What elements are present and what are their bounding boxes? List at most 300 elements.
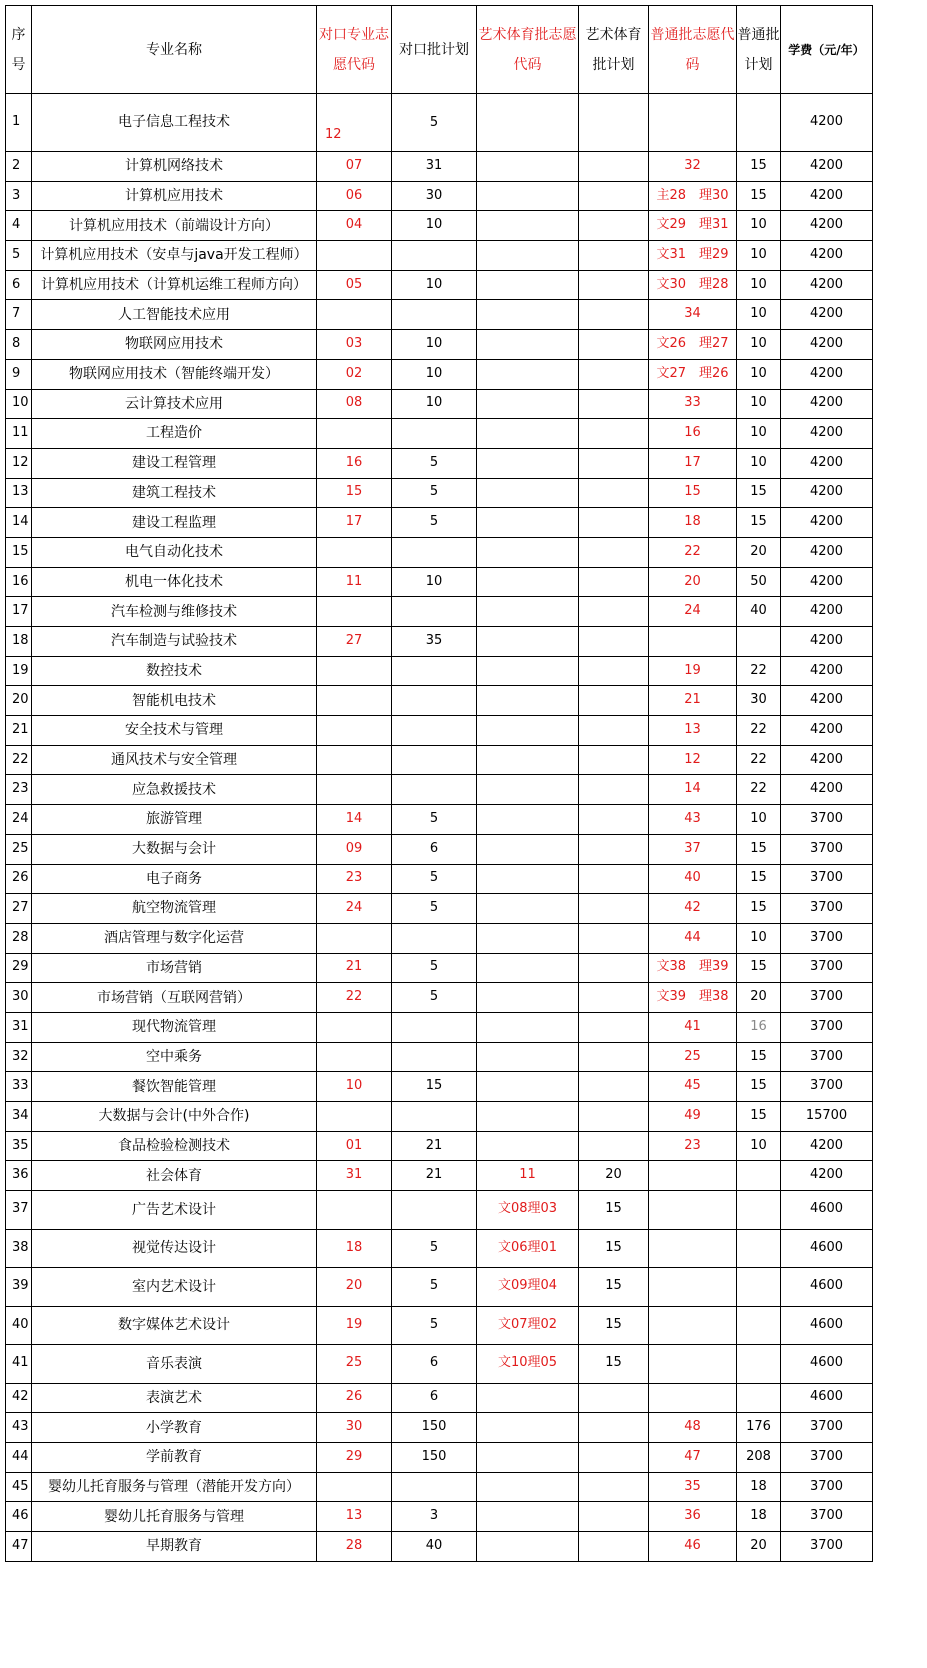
cell-pt-plan: 10 <box>737 448 781 478</box>
cell-art-code <box>477 389 579 419</box>
cell-dk-plan: 5 <box>392 805 477 835</box>
cell-art-plan <box>579 152 649 182</box>
cell-no: 37 <box>6 1191 32 1230</box>
cell-fee: 4200 <box>781 686 873 716</box>
cell-dk-code <box>317 775 392 805</box>
cell-pt-plan: 15 <box>737 152 781 182</box>
cell-pt-plan: 20 <box>737 983 781 1013</box>
cell-pt-code: 46 <box>649 1532 737 1562</box>
cell-pt-plan: 10 <box>737 805 781 835</box>
table-row <box>6 181 873 211</box>
cell-pt-plan: 15 <box>737 953 781 983</box>
cell-dk-code: 27 <box>317 627 392 657</box>
cell-dk-plan: 5 <box>392 983 477 1013</box>
cell-no: 8 <box>6 330 32 360</box>
cell-art-code <box>477 983 579 1013</box>
cell-art-code <box>477 1102 579 1132</box>
cell-fee: 4200 <box>781 1161 873 1191</box>
cell-fee: 3700 <box>781 1442 873 1472</box>
enrollment-table <box>5 5 873 1562</box>
cell-name: 汽车检测与维修技术 <box>32 597 317 627</box>
cell-pt-plan: 40 <box>737 597 781 627</box>
cell-dk-code <box>317 745 392 775</box>
cell-art-code <box>477 1472 579 1502</box>
cell-fee: 4200 <box>781 508 873 538</box>
cell-dk-code <box>317 656 392 686</box>
table-row <box>6 656 873 686</box>
cell-dk-plan <box>392 923 477 953</box>
cell-art-plan <box>579 656 649 686</box>
cell-dk-plan: 6 <box>392 834 477 864</box>
cell-pt-code: 34 <box>649 300 737 330</box>
cell-art-plan <box>579 300 649 330</box>
cell-name: 计算机应用技术（前端设计方向） <box>32 211 317 241</box>
cell-art-plan <box>579 597 649 627</box>
cell-pt-code <box>649 1191 737 1230</box>
cell-name: 现代物流管理 <box>32 1012 317 1042</box>
table-row <box>6 1161 873 1191</box>
cell-art-plan <box>579 419 649 449</box>
cell-dk-plan: 150 <box>392 1442 477 1472</box>
cell-no: 16 <box>6 567 32 597</box>
cell-pt-plan <box>737 1161 781 1191</box>
cell-pt-code: 文38 理39 <box>649 953 737 983</box>
cell-art-plan: 20 <box>579 1161 649 1191</box>
cell-art-code <box>477 94 579 152</box>
cell-art-plan <box>579 567 649 597</box>
cell-pt-code: 19 <box>649 656 737 686</box>
cell-dk-code <box>317 537 392 567</box>
cell-dk-plan: 6 <box>392 1383 477 1413</box>
cell-pt-code <box>649 1229 737 1268</box>
table-row <box>6 1502 873 1532</box>
cell-dk-code <box>317 1042 392 1072</box>
cell-art-code <box>477 1131 579 1161</box>
cell-no: 24 <box>6 805 32 835</box>
cell-art-code <box>477 627 579 657</box>
cell-art-code <box>477 537 579 567</box>
cell-art-code <box>477 508 579 538</box>
cell-art-code: 文06理01 <box>477 1229 579 1268</box>
cell-art-plan <box>579 94 649 152</box>
cell-name: 电子商务 <box>32 864 317 894</box>
cell-name: 数控技术 <box>32 656 317 686</box>
cell-pt-plan: 16 <box>737 1012 781 1042</box>
cell-pt-plan: 15 <box>737 1072 781 1102</box>
cell-art-plan <box>579 211 649 241</box>
cell-no: 31 <box>6 1012 32 1042</box>
cell-pt-code: 23 <box>649 1131 737 1161</box>
cell-no: 13 <box>6 478 32 508</box>
cell-fee: 4200 <box>781 270 873 300</box>
header-putong-plan: 普通批计划 <box>737 6 781 94</box>
cell-pt-code: 20 <box>649 567 737 597</box>
cell-art-code <box>477 805 579 835</box>
table-row <box>6 1413 873 1443</box>
cell-pt-code <box>649 1383 737 1413</box>
cell-no: 7 <box>6 300 32 330</box>
cell-fee: 3700 <box>781 923 873 953</box>
cell-pt-code: 45 <box>649 1072 737 1102</box>
cell-no: 22 <box>6 745 32 775</box>
cell-name: 工程造价 <box>32 419 317 449</box>
cell-name: 婴幼儿托育服务与管理（潜能开发方向） <box>32 1472 317 1502</box>
cell-art-code <box>477 656 579 686</box>
cell-pt-code <box>649 1306 737 1345</box>
cell-dk-plan <box>392 537 477 567</box>
cell-no: 27 <box>6 894 32 924</box>
cell-dk-plan: 5 <box>392 894 477 924</box>
table-row <box>6 389 873 419</box>
table-row <box>6 627 873 657</box>
cell-dk-code <box>317 686 392 716</box>
cell-pt-plan: 20 <box>737 537 781 567</box>
cell-dk-code: 03 <box>317 330 392 360</box>
cell-pt-code: 15 <box>649 478 737 508</box>
cell-pt-code: 35 <box>649 1472 737 1502</box>
cell-art-code <box>477 330 579 360</box>
table-row <box>6 805 873 835</box>
cell-no: 44 <box>6 1442 32 1472</box>
cell-pt-code: 48 <box>649 1413 737 1443</box>
cell-dk-plan: 150 <box>392 1413 477 1443</box>
cell-name: 建设工程监理 <box>32 508 317 538</box>
table-body <box>6 94 873 1562</box>
cell-dk-plan <box>392 300 477 330</box>
cell-fee: 4200 <box>781 627 873 657</box>
cell-pt-plan <box>737 1345 781 1384</box>
cell-no: 32 <box>6 1042 32 1072</box>
cell-pt-code: 17 <box>649 448 737 478</box>
cell-dk-plan <box>392 1472 477 1502</box>
table-row <box>6 1383 873 1413</box>
cell-dk-code: 09 <box>317 834 392 864</box>
cell-pt-plan: 176 <box>737 1413 781 1443</box>
table-row <box>6 508 873 538</box>
cell-pt-plan <box>737 627 781 657</box>
cell-pt-code: 18 <box>649 508 737 538</box>
cell-art-plan <box>579 1413 649 1443</box>
cell-fee: 4200 <box>781 94 873 152</box>
cell-name: 婴幼儿托育服务与管理 <box>32 1502 317 1532</box>
cell-fee: 3700 <box>781 894 873 924</box>
cell-art-plan: 15 <box>579 1229 649 1268</box>
cell-no: 39 <box>6 1268 32 1307</box>
cell-no: 28 <box>6 923 32 953</box>
cell-pt-code: 40 <box>649 864 737 894</box>
cell-pt-code: 12 <box>649 745 737 775</box>
cell-dk-plan <box>392 656 477 686</box>
cell-pt-code <box>649 94 737 152</box>
cell-art-code <box>477 478 579 508</box>
cell-art-plan <box>579 745 649 775</box>
cell-art-code <box>477 864 579 894</box>
cell-art-code: 文09理04 <box>477 1268 579 1307</box>
table-row <box>6 1042 873 1072</box>
cell-name: 酒店管理与数字化运营 <box>32 923 317 953</box>
cell-art-code <box>477 1442 579 1472</box>
cell-dk-plan: 10 <box>392 567 477 597</box>
cell-name: 应急救援技术 <box>32 775 317 805</box>
cell-art-code <box>477 1383 579 1413</box>
cell-art-code <box>477 894 579 924</box>
cell-art-plan <box>579 983 649 1013</box>
cell-no: 14 <box>6 508 32 538</box>
cell-dk-plan: 5 <box>392 1306 477 1345</box>
cell-no: 33 <box>6 1072 32 1102</box>
cell-pt-plan <box>737 1306 781 1345</box>
cell-art-plan <box>579 923 649 953</box>
cell-art-plan <box>579 1502 649 1532</box>
cell-dk-code <box>317 419 392 449</box>
table-row <box>6 448 873 478</box>
cell-dk-code: 22 <box>317 983 392 1013</box>
cell-dk-code <box>317 1191 392 1230</box>
table-row <box>6 419 873 449</box>
cell-no: 25 <box>6 834 32 864</box>
cell-dk-code: 23 <box>317 864 392 894</box>
table-row <box>6 537 873 567</box>
cell-fee: 4200 <box>781 656 873 686</box>
cell-pt-plan: 10 <box>737 211 781 241</box>
cell-dk-code <box>317 1012 392 1042</box>
cell-dk-plan: 10 <box>392 270 477 300</box>
cell-fee: 4200 <box>781 419 873 449</box>
cell-art-code <box>477 211 579 241</box>
table-row <box>6 953 873 983</box>
cell-name: 人工智能技术应用 <box>32 300 317 330</box>
cell-name: 旅游管理 <box>32 805 317 835</box>
cell-dk-code: 11 <box>317 567 392 597</box>
cell-name: 社会体育 <box>32 1161 317 1191</box>
cell-fee: 4200 <box>781 478 873 508</box>
cell-pt-plan: 22 <box>737 656 781 686</box>
cell-pt-plan: 22 <box>737 775 781 805</box>
cell-art-plan <box>579 805 649 835</box>
table-row <box>6 241 873 271</box>
cell-fee: 3700 <box>781 953 873 983</box>
cell-dk-code: 28 <box>317 1532 392 1562</box>
table-row <box>6 686 873 716</box>
cell-dk-code <box>317 923 392 953</box>
cell-pt-code <box>649 1268 737 1307</box>
cell-art-plan <box>579 359 649 389</box>
cell-dk-plan: 5 <box>392 953 477 983</box>
cell-dk-code: 13 <box>317 1502 392 1532</box>
cell-pt-plan: 10 <box>737 359 781 389</box>
cell-dk-code: 20 <box>317 1268 392 1307</box>
cell-fee: 4200 <box>781 330 873 360</box>
header-putong-code: 普通批志愿代码 <box>649 6 737 94</box>
cell-dk-plan <box>392 716 477 746</box>
header-art-code: 艺术体育批志愿代码 <box>477 6 579 94</box>
cell-dk-code: 07 <box>317 152 392 182</box>
cell-fee: 4200 <box>781 716 873 746</box>
cell-name: 室内艺术设计 <box>32 1268 317 1307</box>
cell-fee: 4600 <box>781 1268 873 1307</box>
table-row <box>6 567 873 597</box>
cell-pt-plan <box>737 1229 781 1268</box>
cell-no: 19 <box>6 656 32 686</box>
cell-art-plan <box>579 1532 649 1562</box>
cell-pt-plan: 10 <box>737 300 781 330</box>
cell-name: 早期教育 <box>32 1532 317 1562</box>
cell-name: 智能机电技术 <box>32 686 317 716</box>
cell-fee: 4200 <box>781 448 873 478</box>
cell-pt-plan: 22 <box>737 716 781 746</box>
cell-dk-code: 01 <box>317 1131 392 1161</box>
cell-fee: 3700 <box>781 1072 873 1102</box>
cell-pt-code: 47 <box>649 1442 737 1472</box>
cell-dk-code: 05 <box>317 270 392 300</box>
cell-name: 大数据与会计(中外合作) <box>32 1102 317 1132</box>
cell-dk-plan: 21 <box>392 1161 477 1191</box>
cell-art-code <box>477 359 579 389</box>
cell-pt-code: 44 <box>649 923 737 953</box>
cell-pt-code: 24 <box>649 597 737 627</box>
cell-dk-code: 19 <box>317 1306 392 1345</box>
cell-art-code <box>477 923 579 953</box>
cell-no: 35 <box>6 1131 32 1161</box>
cell-art-code <box>477 1042 579 1072</box>
table-row <box>6 834 873 864</box>
cell-dk-plan: 5 <box>392 478 477 508</box>
cell-dk-code: 10 <box>317 1072 392 1102</box>
cell-name: 音乐表演 <box>32 1345 317 1384</box>
cell-art-plan: 15 <box>579 1268 649 1307</box>
cell-dk-code: 04 <box>317 211 392 241</box>
cell-pt-code: 32 <box>649 152 737 182</box>
cell-fee: 3700 <box>781 1042 873 1072</box>
cell-art-code <box>477 152 579 182</box>
cell-dk-code: 24 <box>317 894 392 924</box>
cell-name: 电气自动化技术 <box>32 537 317 567</box>
cell-no: 46 <box>6 1502 32 1532</box>
cell-dk-plan <box>392 1042 477 1072</box>
cell-no: 23 <box>6 775 32 805</box>
cell-name: 物联网应用技术（智能终端开发） <box>32 359 317 389</box>
cell-fee: 4200 <box>781 597 873 627</box>
cell-dk-code <box>317 716 392 746</box>
cell-no: 11 <box>6 419 32 449</box>
cell-no: 20 <box>6 686 32 716</box>
cell-dk-code: 18 <box>317 1229 392 1268</box>
cell-dk-plan <box>392 241 477 271</box>
cell-dk-plan <box>392 745 477 775</box>
cell-fee: 4200 <box>781 359 873 389</box>
cell-pt-code: 43 <box>649 805 737 835</box>
cell-pt-code: 21 <box>649 686 737 716</box>
table-row <box>6 923 873 953</box>
cell-art-code <box>477 775 579 805</box>
cell-fee: 4200 <box>781 211 873 241</box>
table-row <box>6 1229 873 1268</box>
cell-no: 2 <box>6 152 32 182</box>
cell-no: 45 <box>6 1472 32 1502</box>
cell-art-plan <box>579 1383 649 1413</box>
cell-dk-plan: 5 <box>392 1229 477 1268</box>
cell-name: 视觉传达设计 <box>32 1229 317 1268</box>
cell-pt-code: 文39 理38 <box>649 983 737 1013</box>
table-row <box>6 1131 873 1161</box>
cell-pt-plan: 15 <box>737 834 781 864</box>
cell-no: 15 <box>6 537 32 567</box>
cell-fee: 4200 <box>781 1131 873 1161</box>
cell-dk-code: 16 <box>317 448 392 478</box>
cell-dk-plan <box>392 419 477 449</box>
cell-no: 1 <box>6 94 32 152</box>
cell-no: 21 <box>6 716 32 746</box>
cell-art-plan <box>579 686 649 716</box>
cell-dk-plan: 5 <box>392 864 477 894</box>
cell-name: 机电一体化技术 <box>32 567 317 597</box>
cell-pt-code <box>649 1345 737 1384</box>
cell-name: 电子信息工程技术 <box>32 94 317 152</box>
table-row <box>6 300 873 330</box>
cell-dk-code <box>317 597 392 627</box>
cell-art-plan <box>579 864 649 894</box>
cell-pt-plan: 10 <box>737 419 781 449</box>
cell-art-plan <box>579 330 649 360</box>
cell-no: 5 <box>6 241 32 271</box>
cell-art-code <box>477 834 579 864</box>
cell-dk-plan: 5 <box>392 508 477 538</box>
table-row <box>6 1442 873 1472</box>
cell-name: 食品检验检测技术 <box>32 1131 317 1161</box>
cell-name: 数字媒体艺术设计 <box>32 1306 317 1345</box>
cell-fee: 4600 <box>781 1306 873 1345</box>
cell-no: 4 <box>6 211 32 241</box>
table-row <box>6 716 873 746</box>
cell-pt-code: 文27 理26 <box>649 359 737 389</box>
cell-pt-plan: 10 <box>737 389 781 419</box>
cell-name: 物联网应用技术 <box>32 330 317 360</box>
cell-dk-plan: 10 <box>392 211 477 241</box>
cell-fee: 3700 <box>781 1532 873 1562</box>
cell-no: 47 <box>6 1532 32 1562</box>
cell-fee: 15700 <box>781 1102 873 1132</box>
cell-name: 市场营销 <box>32 953 317 983</box>
table-row <box>6 211 873 241</box>
cell-fee: 4200 <box>781 745 873 775</box>
cell-pt-plan: 15 <box>737 508 781 538</box>
cell-art-plan <box>579 241 649 271</box>
cell-art-code <box>477 1502 579 1532</box>
cell-art-plan <box>579 1072 649 1102</box>
cell-dk-plan <box>392 597 477 627</box>
cell-fee: 3700 <box>781 834 873 864</box>
table-row <box>6 359 873 389</box>
cell-no: 42 <box>6 1383 32 1413</box>
cell-no: 3 <box>6 181 32 211</box>
cell-no: 38 <box>6 1229 32 1268</box>
cell-dk-code: 21 <box>317 953 392 983</box>
cell-fee: 3700 <box>781 805 873 835</box>
cell-art-plan <box>579 953 649 983</box>
cell-art-plan: 15 <box>579 1345 649 1384</box>
cell-dk-code: 29 <box>317 1442 392 1472</box>
cell-art-plan <box>579 1472 649 1502</box>
table-row <box>6 597 873 627</box>
cell-dk-code <box>317 1102 392 1132</box>
cell-art-plan <box>579 834 649 864</box>
cell-no: 29 <box>6 953 32 983</box>
cell-fee: 4200 <box>781 567 873 597</box>
cell-fee: 3700 <box>781 1472 873 1502</box>
cell-fee: 4200 <box>781 537 873 567</box>
cell-pt-plan: 15 <box>737 1102 781 1132</box>
cell-pt-plan <box>737 1268 781 1307</box>
